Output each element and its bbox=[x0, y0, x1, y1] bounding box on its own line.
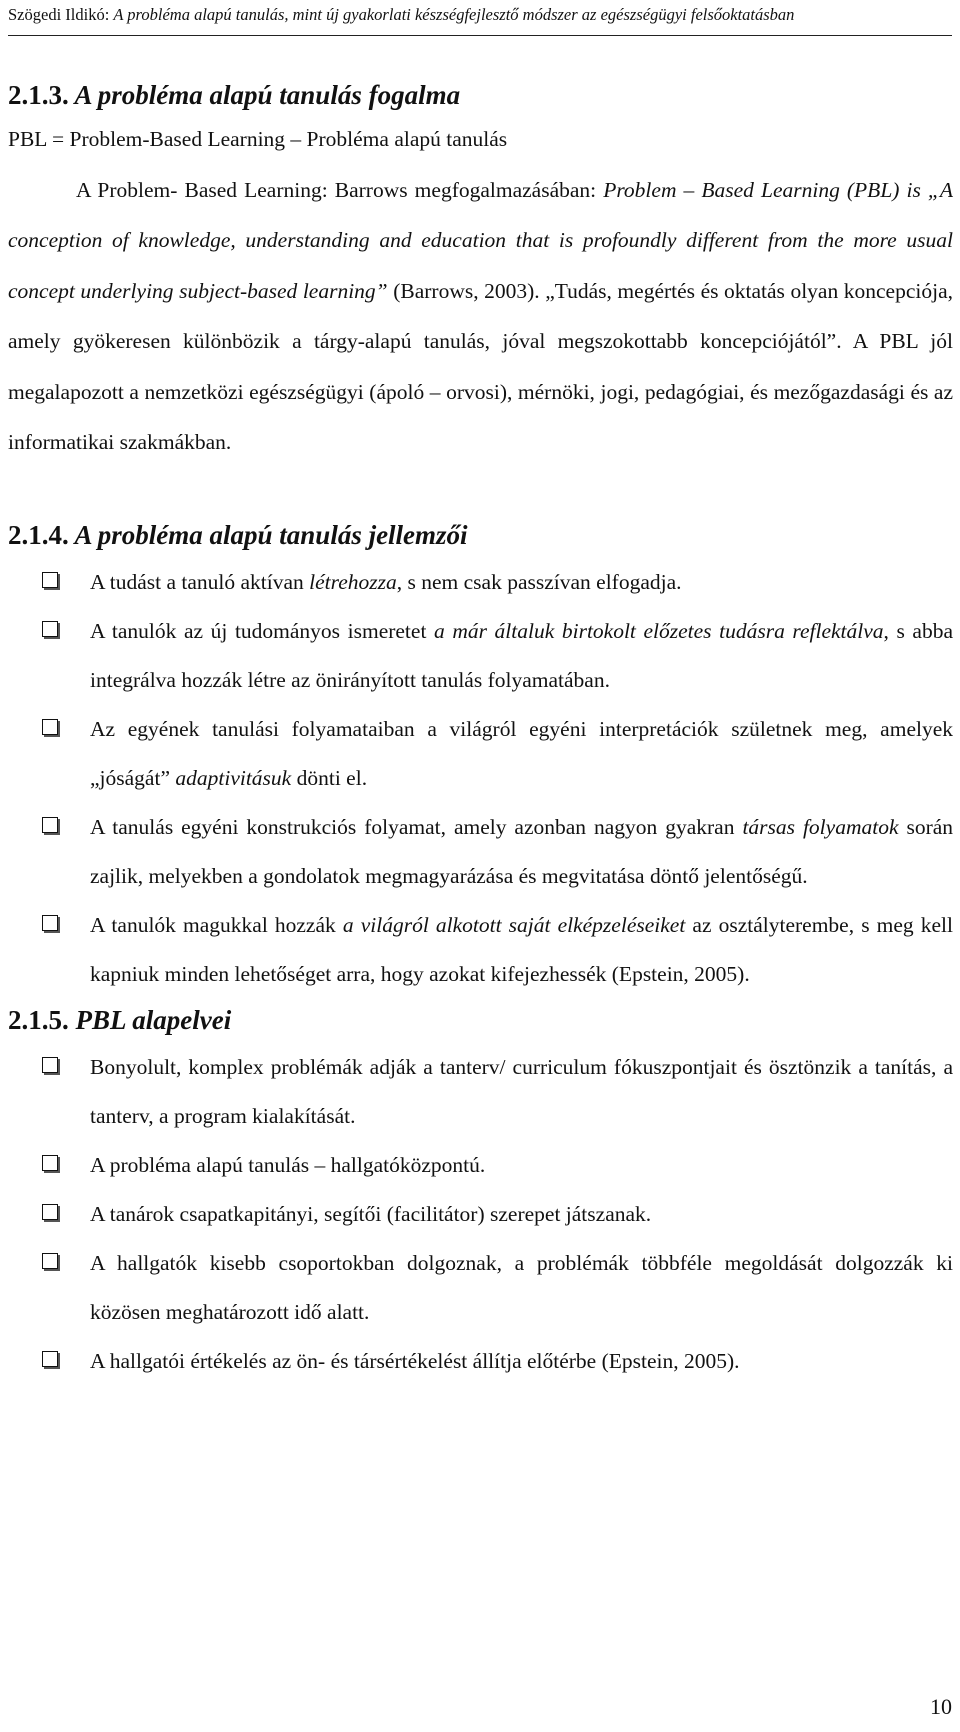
page-content bbox=[8, 74, 953, 1386]
header-rule bbox=[8, 35, 952, 36]
list-item: Az egyének tanulási folyamataiban a világról egyéni interpretációk születnek meg, amelyek „jóságát” adaptivitásuk dönti el. bbox=[8, 705, 953, 803]
list-item: A tudást a tanuló aktívan létrehozza, s nem csak passzívan elfogadja. bbox=[8, 558, 953, 607]
page-header bbox=[8, 4, 952, 26]
list-item: A tanulók az új tudományos ismeretet a már általuk birtokolt előzetes tudásra reflektálva, s abba integrálva hozzák létre az önirányított tanulás folyamatában. bbox=[8, 607, 953, 705]
checkbox-icon bbox=[42, 1253, 58, 1269]
checkbox-icon bbox=[42, 915, 58, 931]
page-number: 10 bbox=[930, 1694, 952, 1719]
characteristics-list bbox=[8, 558, 953, 999]
pbl-definition-line: PBL = Problem-Based Learning – Probléma alapú tanulás bbox=[8, 127, 508, 151]
checkbox-icon bbox=[42, 572, 58, 588]
list-item: A hallgatói értékelés az ön- és társértékelést állítja előtérbe (Epstein, 2005). bbox=[8, 1337, 953, 1386]
list-item: A hallgatók kisebb csoportokban dolgoznak, a problémák többféle megoldását dolgozzák ki közösen meghatározott idő alatt. bbox=[8, 1239, 953, 1337]
heading-2-1-3: 2.1.3. A probléma alapú tanulás fogalma bbox=[8, 80, 461, 110]
checkbox-icon bbox=[42, 1155, 58, 1171]
list-item: A tanárok csapatkapitányi, segítői (facilitátor) szerepet játszanak. bbox=[8, 1190, 953, 1239]
checkbox-icon bbox=[42, 1057, 58, 1073]
list-item: A tanulás egyéni konstrukciós folyamat, amely azonban nagyon gyakran társas folyamatok során zajlik, melyekben a gondolatok megmagyarázása és megvitatása döntő jelentőségű. bbox=[8, 803, 953, 901]
checkbox-icon bbox=[42, 719, 58, 735]
barrows-quote: Problem – Based Learning (PBL) is „A conception of knowledge, understanding and education that is profoundly different from the more usual concept underlying subject-based learning” bbox=[8, 177, 954, 303]
header-author: Szögedi Ildikó: bbox=[8, 5, 110, 24]
checkbox-icon bbox=[42, 1204, 58, 1220]
list-item: A probléma alapú tanulás – hallgatóközpontú. bbox=[8, 1141, 953, 1190]
heading-2-1-5: 2.1.5. PBL alapelvei bbox=[8, 1004, 232, 1035]
heading-2-1-4: 2.1.4. A probléma alapú tanulás jellemzői bbox=[8, 519, 468, 550]
checkbox-icon bbox=[42, 621, 58, 637]
checkbox-icon bbox=[42, 817, 58, 833]
list-item: A tanulók magukkal hozzák a világról alkotott saját elképzeléseiket az osztályterembe, s meg kell kapniuk minden lehetőséget arra, hogy azokat kifejezhessék (Epstein, 2005). bbox=[8, 901, 953, 999]
principles-list bbox=[8, 1043, 953, 1386]
header-title: A probléma alapú tanulás, mint új gyakorlati készségfejlesztő módszer az egészségügyi felsőoktatásban bbox=[113, 5, 795, 24]
checkbox-icon bbox=[42, 1351, 58, 1367]
pbl-definition-paragraph: A Problem- Based Learning: Barrows megfogalmazásában: Problem – Based Learning (PBL) is „A conception of knowledge, understanding and education that is profoundly different from the more usual concept underlying subject-based learning” (Barrows, 2003). „Tudás, megértés és oktatás olyan koncepciója, amely gyökeresen különbözik a tárgy-alapú tanulás, jóval megszokottabb koncepciójától”. A PBL jól megalapozott a nemzetközi egészségügyi (ápoló – orvosi), mérnöki, jogi, pedagógiai, és mezőgazdasági és az informatikai szakmákban. bbox=[8, 177, 954, 454]
list-item: Bonyolult, komplex problémák adják a tanterv/ curriculum fókuszpontjait és ösztönzik a tanítás, a tanterv, a program kialakítását. bbox=[8, 1043, 953, 1141]
